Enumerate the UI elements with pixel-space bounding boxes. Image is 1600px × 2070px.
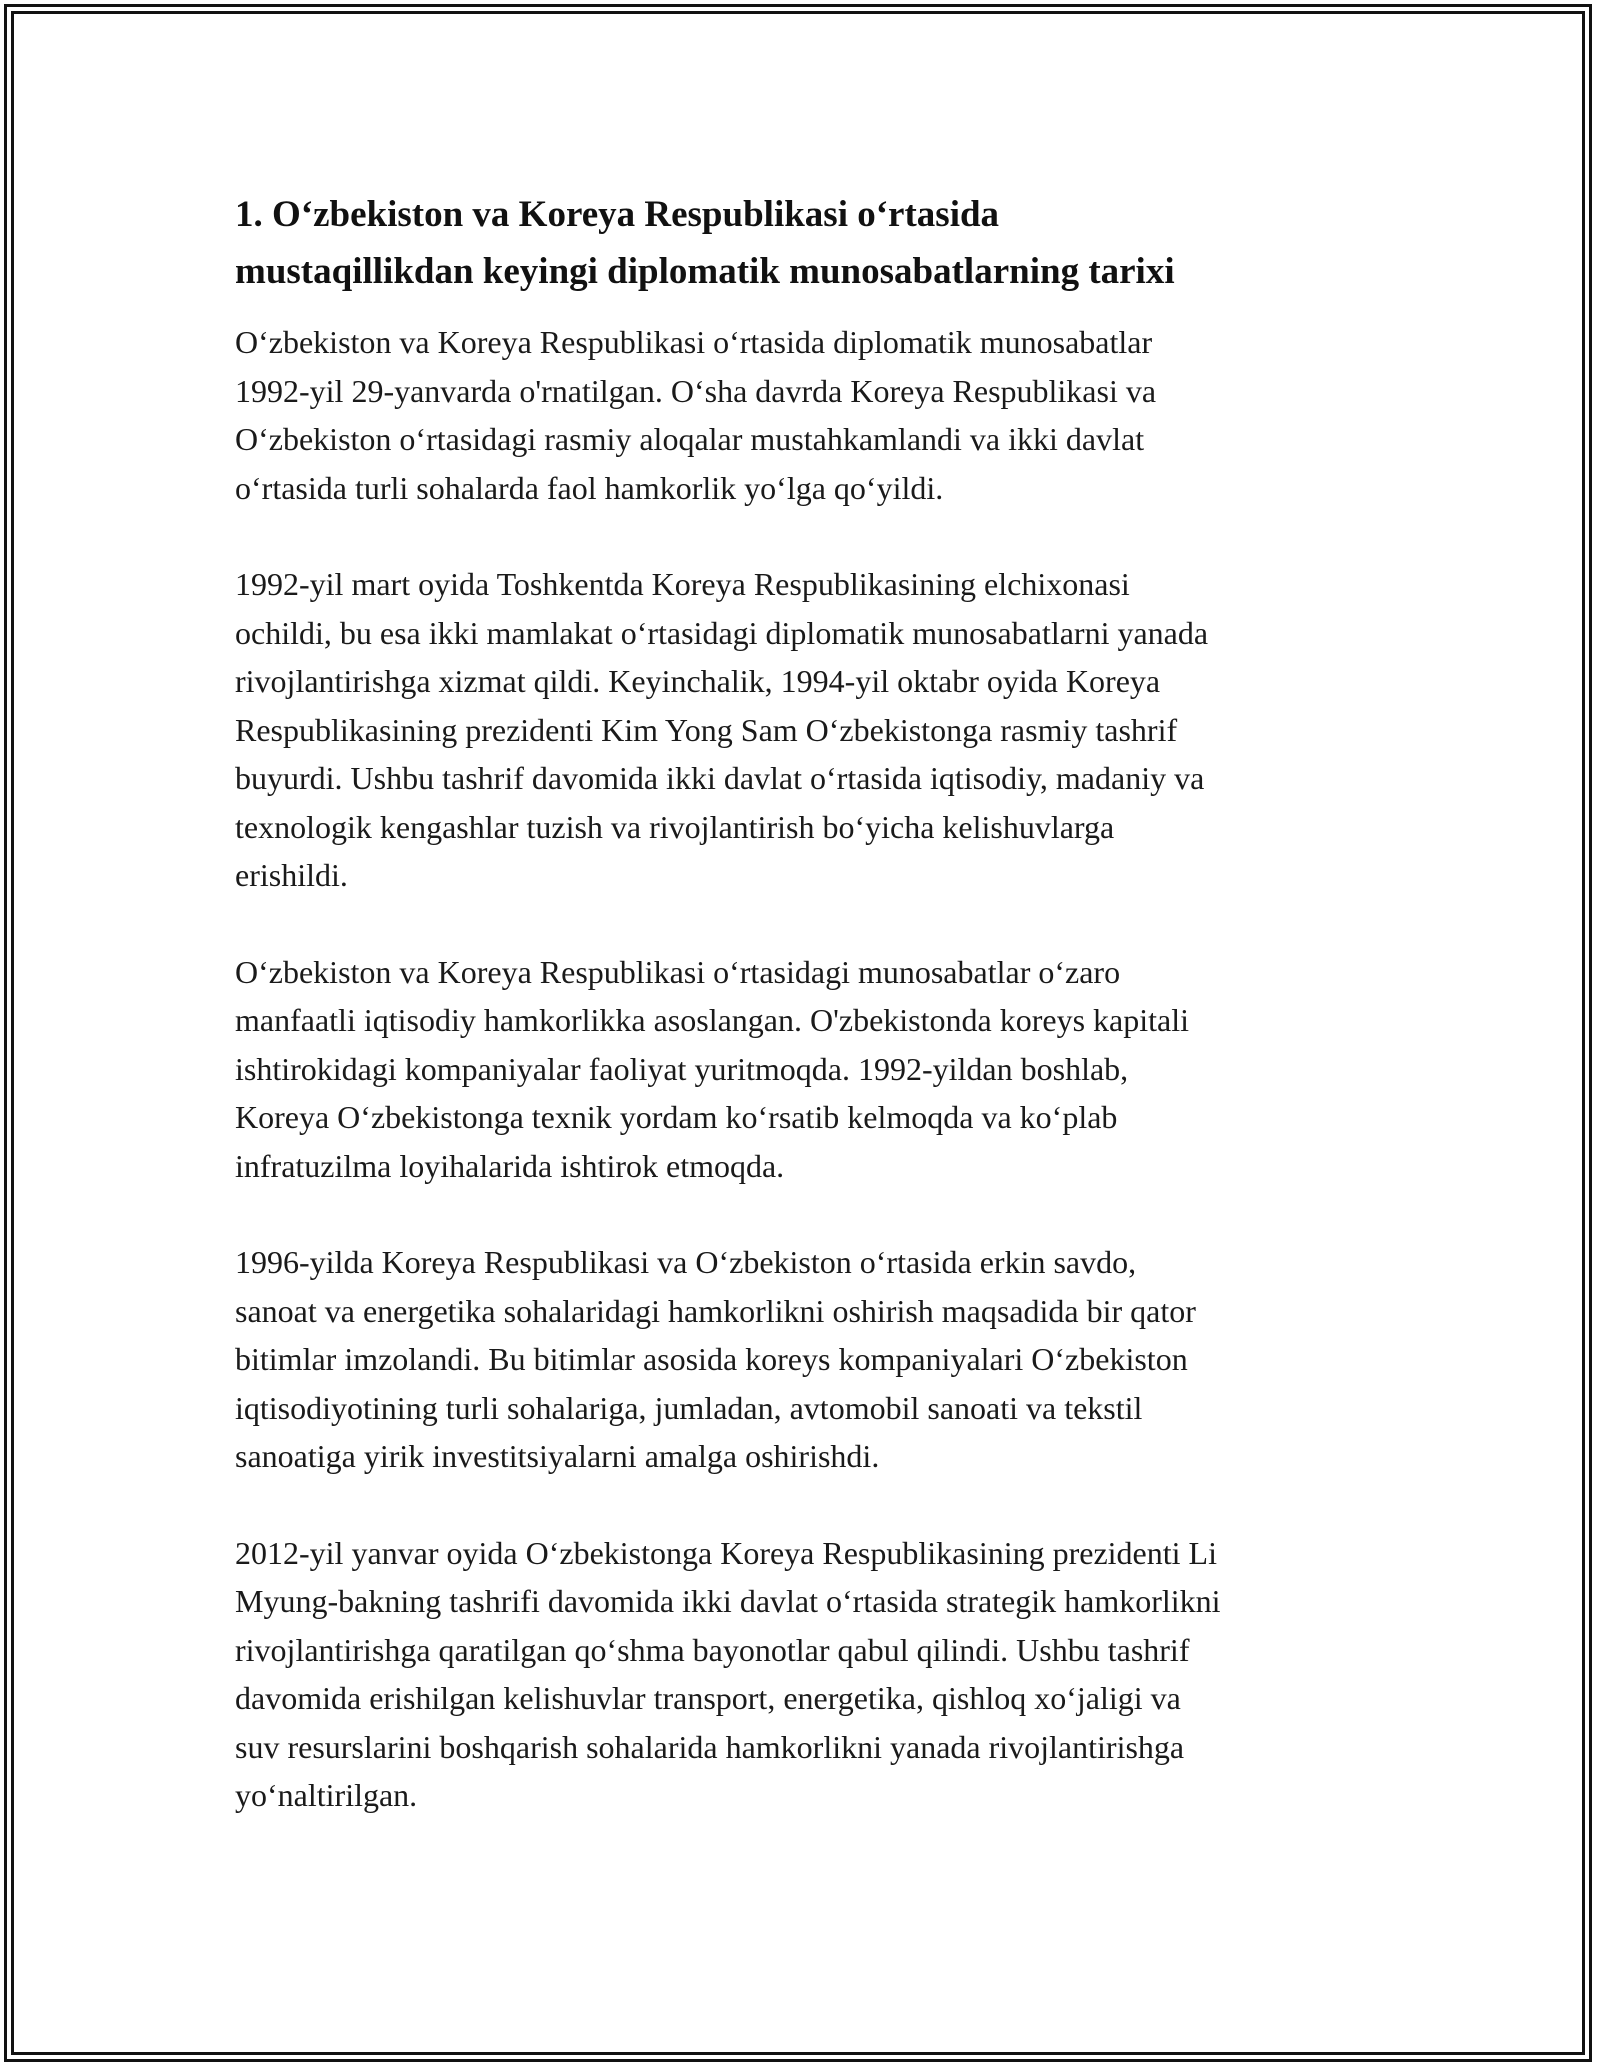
paragraph-3: O‘zbekiston va Koreya Respublikasi o‘rtasidagi munosabatlar o‘zaro manfaatli iqtisodiy hamkorlikka asoslangan. O'zbekistonda koreys kapitali ishtirokidagi kompaniyalar faoliyat yuritmoqda. 1992-yildan boshlab, Koreya O‘zbekistonga texnik yordam ko‘rsatib kelmoqda va ko‘plab infratuzilma loyihalarida ishtirok etmoqda. <box>235 953 1189 1184</box>
paragraph-1: O‘zbekiston va Koreya Respublikasi o‘rtasida diplomatik munosabatlar 1992-yil 29-yanvarda o'rnatilgan. O‘sha davrda Koreya Respublikasi va O‘zbekiston o‘rtasidagi rasmiy aloqalar mustahkamlandi va ikki davlat o‘rtasida turli sohalarda faol hamkorlik yo‘lga qo‘yildi. <box>235 324 1157 506</box>
paragraph-4: 1996-yilda Koreya Respublikasi va O‘zbekiston o‘rtasida erkin savdo, sanoat va energetika sohalaridagi hamkorlikni oshirish maqsadida bir qator bitimlar imzolandi. Bu bitimlar asosida koreys kompaniyalari O‘zbekiston iqtisodiyotining turli sohalariga, jumladan, avtomobil sanoati va tekstil sanoatiga yirik investitsiyalarni amalga oshirishdi. <box>235 1244 1196 1474</box>
document-body <box>235 186 1385 1868</box>
paragraph-2: 1992-yil mart oyida Toshkentda Koreya Respublikasining elchixonasi ochildi, bu esa ikki mamlakat o‘rtasidagi diplomatik munosabatlarni yanada rivojlantirishga xizmat qildi. Keyinchalik, 1994-yil oktabr oyida Koreya Respublikasining prezidenti Kim Yong Sam O‘zbekistonga rasmiy tashrif buyurdi. Ushbu tashrif davomida ikki davlat o‘rtasida iqtisodiy, madaniy va texnologik kengashlar tuzish va rivojlantirish bo‘yicha kelishuvlarga erishildi. <box>235 566 1209 893</box>
section-heading: 1. O‘zbekiston va Koreya Respublikasi o‘rtasida mustaqillikdan keyingi diplomatik munosabatlarning tarixi <box>235 194 1175 292</box>
paragraph-5: 2012-yil yanvar oyida O‘zbekistonga Koreya Respublikasining prezidenti Li Myung-bakning tashrifi davomida ikki davlat o‘rtasida strategik hamkorlikni rivojlantirishga qaratilgan qo‘shma bayonotlar qabul qilindi. Ushbu tashrif davomida erishilgan kelishuvlar transport, energetika, qishloq xo‘jaligi va suv resurslarini boshqarish sohalarida hamkorlikni yanada rivojlantirishga yo‘naltirilgan. <box>235 1534 1221 1813</box>
